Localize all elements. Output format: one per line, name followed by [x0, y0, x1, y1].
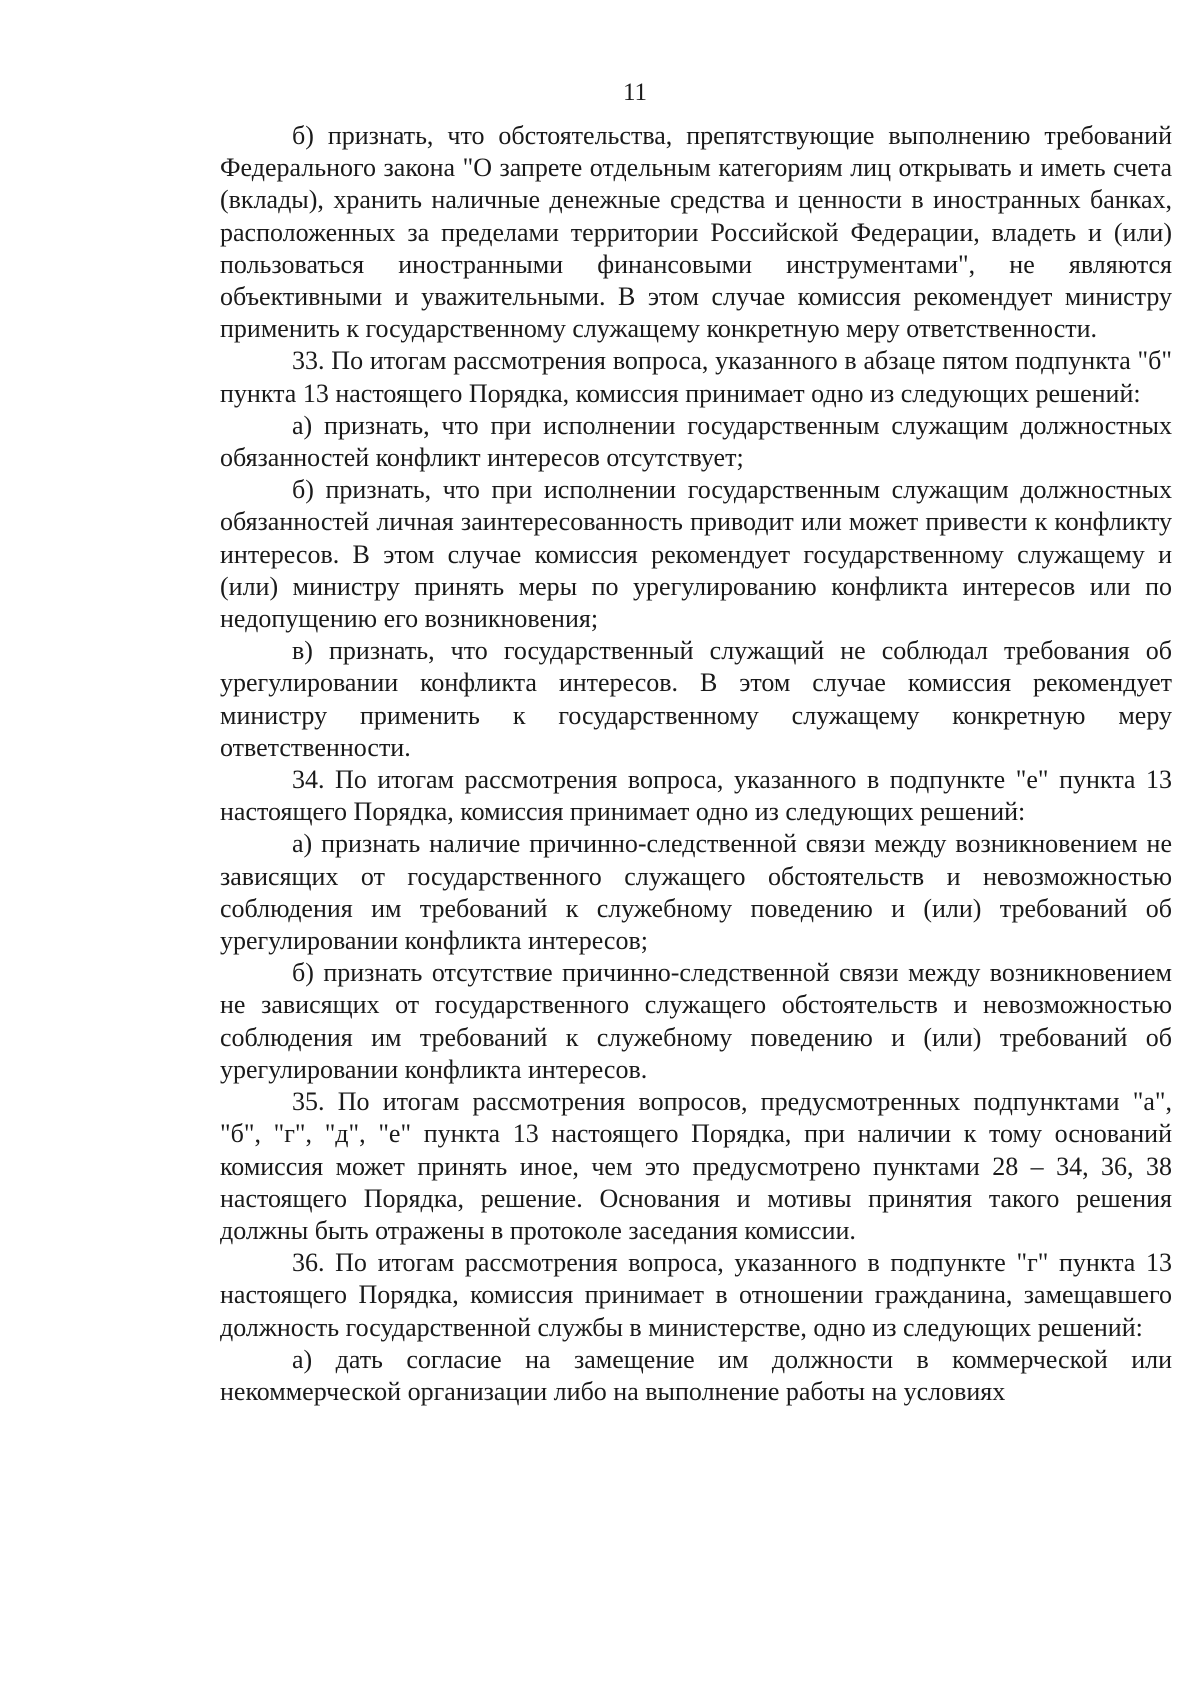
paragraph: б) признать отсутствие причинно-следственной связи между возникновением не зависящих от государственного служащего обстоятельств и невозможностью соблюдения им требований к служебному поведению и (или) требований об урегулировании конфликта интересов. [220, 958, 1172, 1084]
paragraph: 36. По итогам рассмотрения вопроса, указанного в подпункте "г" пункта 13 настоящего Порядка, комиссия принимает в отношении гражданина, замещавшего должность государственной службы в министерстве, одно из следующих решений: [220, 1248, 1172, 1342]
document-body [220, 120, 1172, 1408]
paragraph: в) признать, что государственный служащий не соблюдал требования об урегулировании конфликта интересов. В этом случае комиссия рекомендует министру применить к государственному служащему конкретную меру ответственности. [220, 636, 1172, 762]
paragraph: 35. По итогам рассмотрения вопросов, предусмотренных подпунктами "а", "б", "г", "д", "е" пункта 13 настоящего Порядка, при наличии к тому оснований комиссия может принять иное, чем это предусмотрено пунктами 28 – 34, 36, 38 настоящего Порядка, решение. Основания и мотивы принятия такого решения должны быть отражены в протоколе заседания комиссии. [220, 1087, 1172, 1245]
paragraph: а) дать согласие на замещение им должности в коммерческой или некоммерческой организации либо на выполнение работы на условиях [220, 1344, 1172, 1406]
paragraph: 34. По итогам рассмотрения вопроса, указанного в подпункте "е" пункта 13 настоящего Порядка, комиссия принимает одно из следующих решений: [220, 765, 1172, 827]
paragraph: а) признать наличие причинно-следственной связи между возникновением не зависящих от государственного служащего обстоятельств и невозможностью соблюдения им требований к служебному поведению и (или) требований об урегулировании конфликта интересов; [220, 829, 1172, 956]
paragraph: б) признать, что обстоятельства, препятствующие выполнению требований Федерального закона "О запрете отдельным категориям лиц открывать и иметь счета (вклады), хранить наличные денежные средства и ценности в иностранных банках, расположенных за пределами территории Российской Федерации, владеть и (или) пользоваться иностранными финансовыми инструментами", не являются объективными и уважительными. В этом случае комиссия рекомендует министру применить к государственному служащему конкретную меру ответственности. [220, 121, 1172, 344]
paragraph: б) признать, что при исполнении государственным служащим должностных обязанностей личная заинтересованность приводит или может привести к конфликту интересов. В этом случае комиссия рекомендует государственному служащему и (или) министру принять меры по урегулированию конфликта интересов или по недопущению его возникновения; [220, 475, 1172, 634]
paragraph: а) признать, что при исполнении государственным служащим должностных обязанностей конфликт интересов отсутствует; [220, 410, 1172, 473]
page-number: 11 [622, 79, 648, 106]
paragraph: 33. По итогам рассмотрения вопроса, указанного в абзаце пятом подпункта "б" пункта 13 настоящего Порядка, комиссия принимает одно из следующих решений: [220, 346, 1172, 408]
